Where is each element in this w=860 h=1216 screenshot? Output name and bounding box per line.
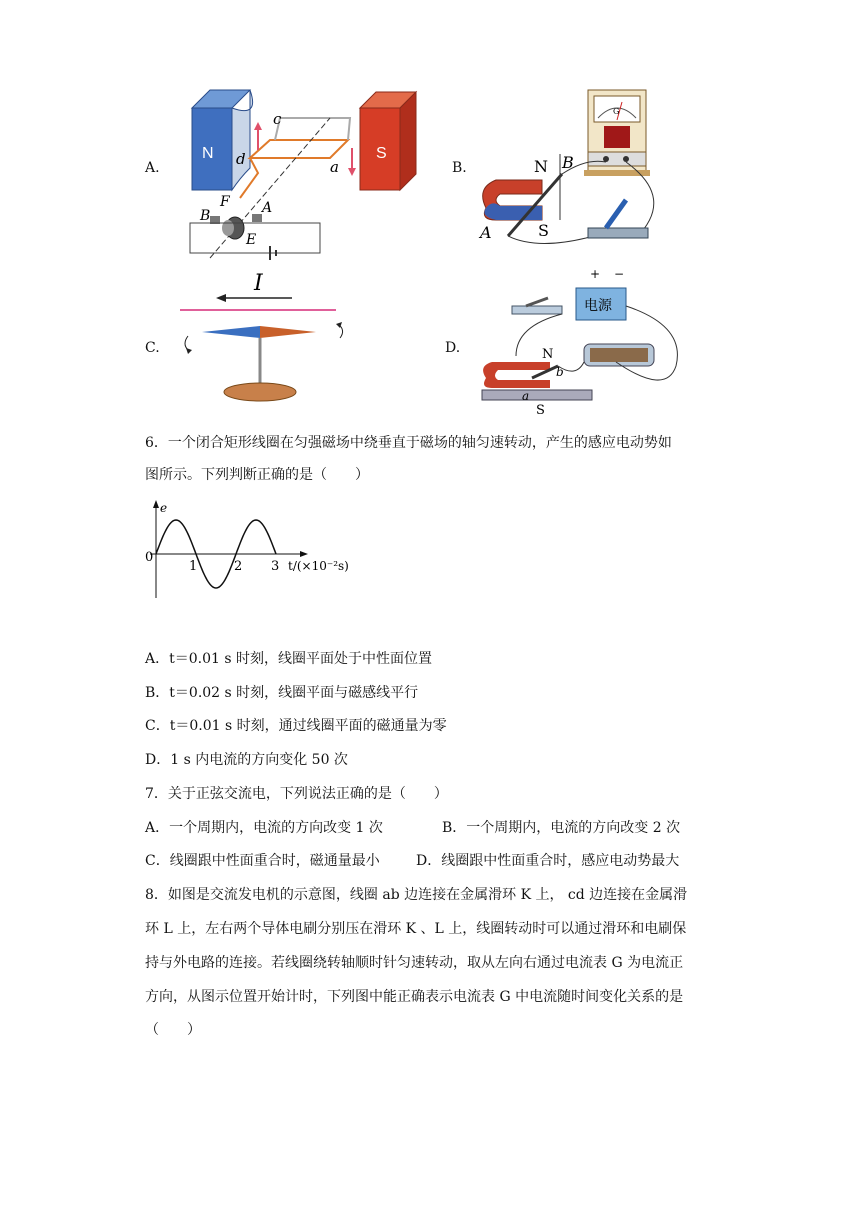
q6-ylabel: e xyxy=(160,501,168,515)
q6-stem-line1: 6．一个闭合矩形线圈在匀强磁场中绕垂直于磁场的轴匀速转动，产生的感应电动势如 xyxy=(145,435,672,451)
q8-line5: （ ） xyxy=(145,1022,201,1038)
fig-a-a-upper: A xyxy=(262,200,273,216)
fig-a-s: S xyxy=(376,145,387,162)
q8-line2: 环 L 上，左右两个导体电刷分别压在滑环 K 、L 上，线圈转动时可以通过滑环和电刷保 xyxy=(145,921,687,937)
fig-b-s: S xyxy=(538,221,549,240)
q6-tick-2: 2 xyxy=(234,559,243,574)
fig-c-i: I xyxy=(254,271,263,296)
q6-option-c: C．t＝0.01 s 时刻，通过线圈平面的磁通量为零 xyxy=(145,718,447,734)
fig-d-b: b xyxy=(556,365,564,379)
fig-d-minus: − xyxy=(614,267,625,281)
figure-a-generator xyxy=(180,78,430,268)
q8-line4: 方向，从图示位置开始计时，下列图中能正确表示电流表 G 中电流随时间变化关系的是 xyxy=(145,989,684,1005)
q7-option-d: D．线圈跟中性面重合时，感应电动势最大 xyxy=(416,853,680,869)
fig-d-power: 电源 xyxy=(584,298,612,314)
q6-xlabel: t/(×10⁻²s) xyxy=(288,559,349,573)
q7-stem: 7．关于正弦交流电，下列说法正确的是（ ） xyxy=(145,786,448,802)
figure-b-galvanometer xyxy=(476,88,676,258)
q6-option-a: A．t＝0.01 s 时刻，线圈平面处于中性面位置 xyxy=(145,651,432,667)
fig-d-s: S xyxy=(536,403,545,416)
q8-line3: 持与外电路的连接。若线圈绕转轴顺时针匀速转动，取从左向右通过电流表 G 为电流正 xyxy=(145,955,684,971)
fig-a-e: E xyxy=(246,232,257,248)
option-d-label: D. xyxy=(445,340,461,356)
figure-d-circuit xyxy=(476,266,686,416)
fig-a-b: B xyxy=(200,208,211,224)
fig-d-a: a xyxy=(522,389,530,403)
q6-option-b: B．t＝0.02 s 时刻，线圈平面与磁感线平行 xyxy=(145,685,419,701)
fig-b-b: B xyxy=(562,153,574,172)
q6-stem-line2: 图所示。下列判断正确的是（ ） xyxy=(145,467,369,483)
q6-tick-1: 1 xyxy=(189,559,198,574)
fig-d-n: N xyxy=(542,347,554,362)
fig-a-d: d xyxy=(236,150,246,168)
q7-option-a: A．一个周期内，电流的方向改变 1 次 xyxy=(145,820,383,836)
fig-b-g: G xyxy=(613,107,620,116)
option-b-label: B. xyxy=(452,160,467,176)
fig-b-n: N xyxy=(534,157,548,176)
figure-c-needle xyxy=(176,268,356,413)
option-c-label: C. xyxy=(145,340,160,356)
fig-a-c: c xyxy=(273,110,282,128)
fig-a-f: F xyxy=(220,194,230,210)
fig-b-a: A xyxy=(480,223,492,242)
fig-a-n: N xyxy=(202,145,214,162)
fig-d-plus: + xyxy=(590,267,601,281)
q6-option-d: D．1 s 内电流的方向变化 50 次 xyxy=(145,752,348,768)
q6-tick-3: 3 xyxy=(271,559,280,574)
fig-a-a: a xyxy=(330,158,339,176)
option-a-label: A. xyxy=(145,160,160,176)
q6-origin: 0 xyxy=(145,550,154,565)
q6-emf-graph xyxy=(140,498,360,608)
q8-line1: 8．如图是交流发电机的示意图，线圈 ab 边连接在金属滑环 K 上， cd 边连接在金属滑 xyxy=(145,887,688,903)
q7-option-b: B．一个周期内，电流的方向改变 2 次 xyxy=(442,820,681,836)
q7-option-c: C．线圈跟中性面重合时，磁通量最小 xyxy=(145,853,380,869)
